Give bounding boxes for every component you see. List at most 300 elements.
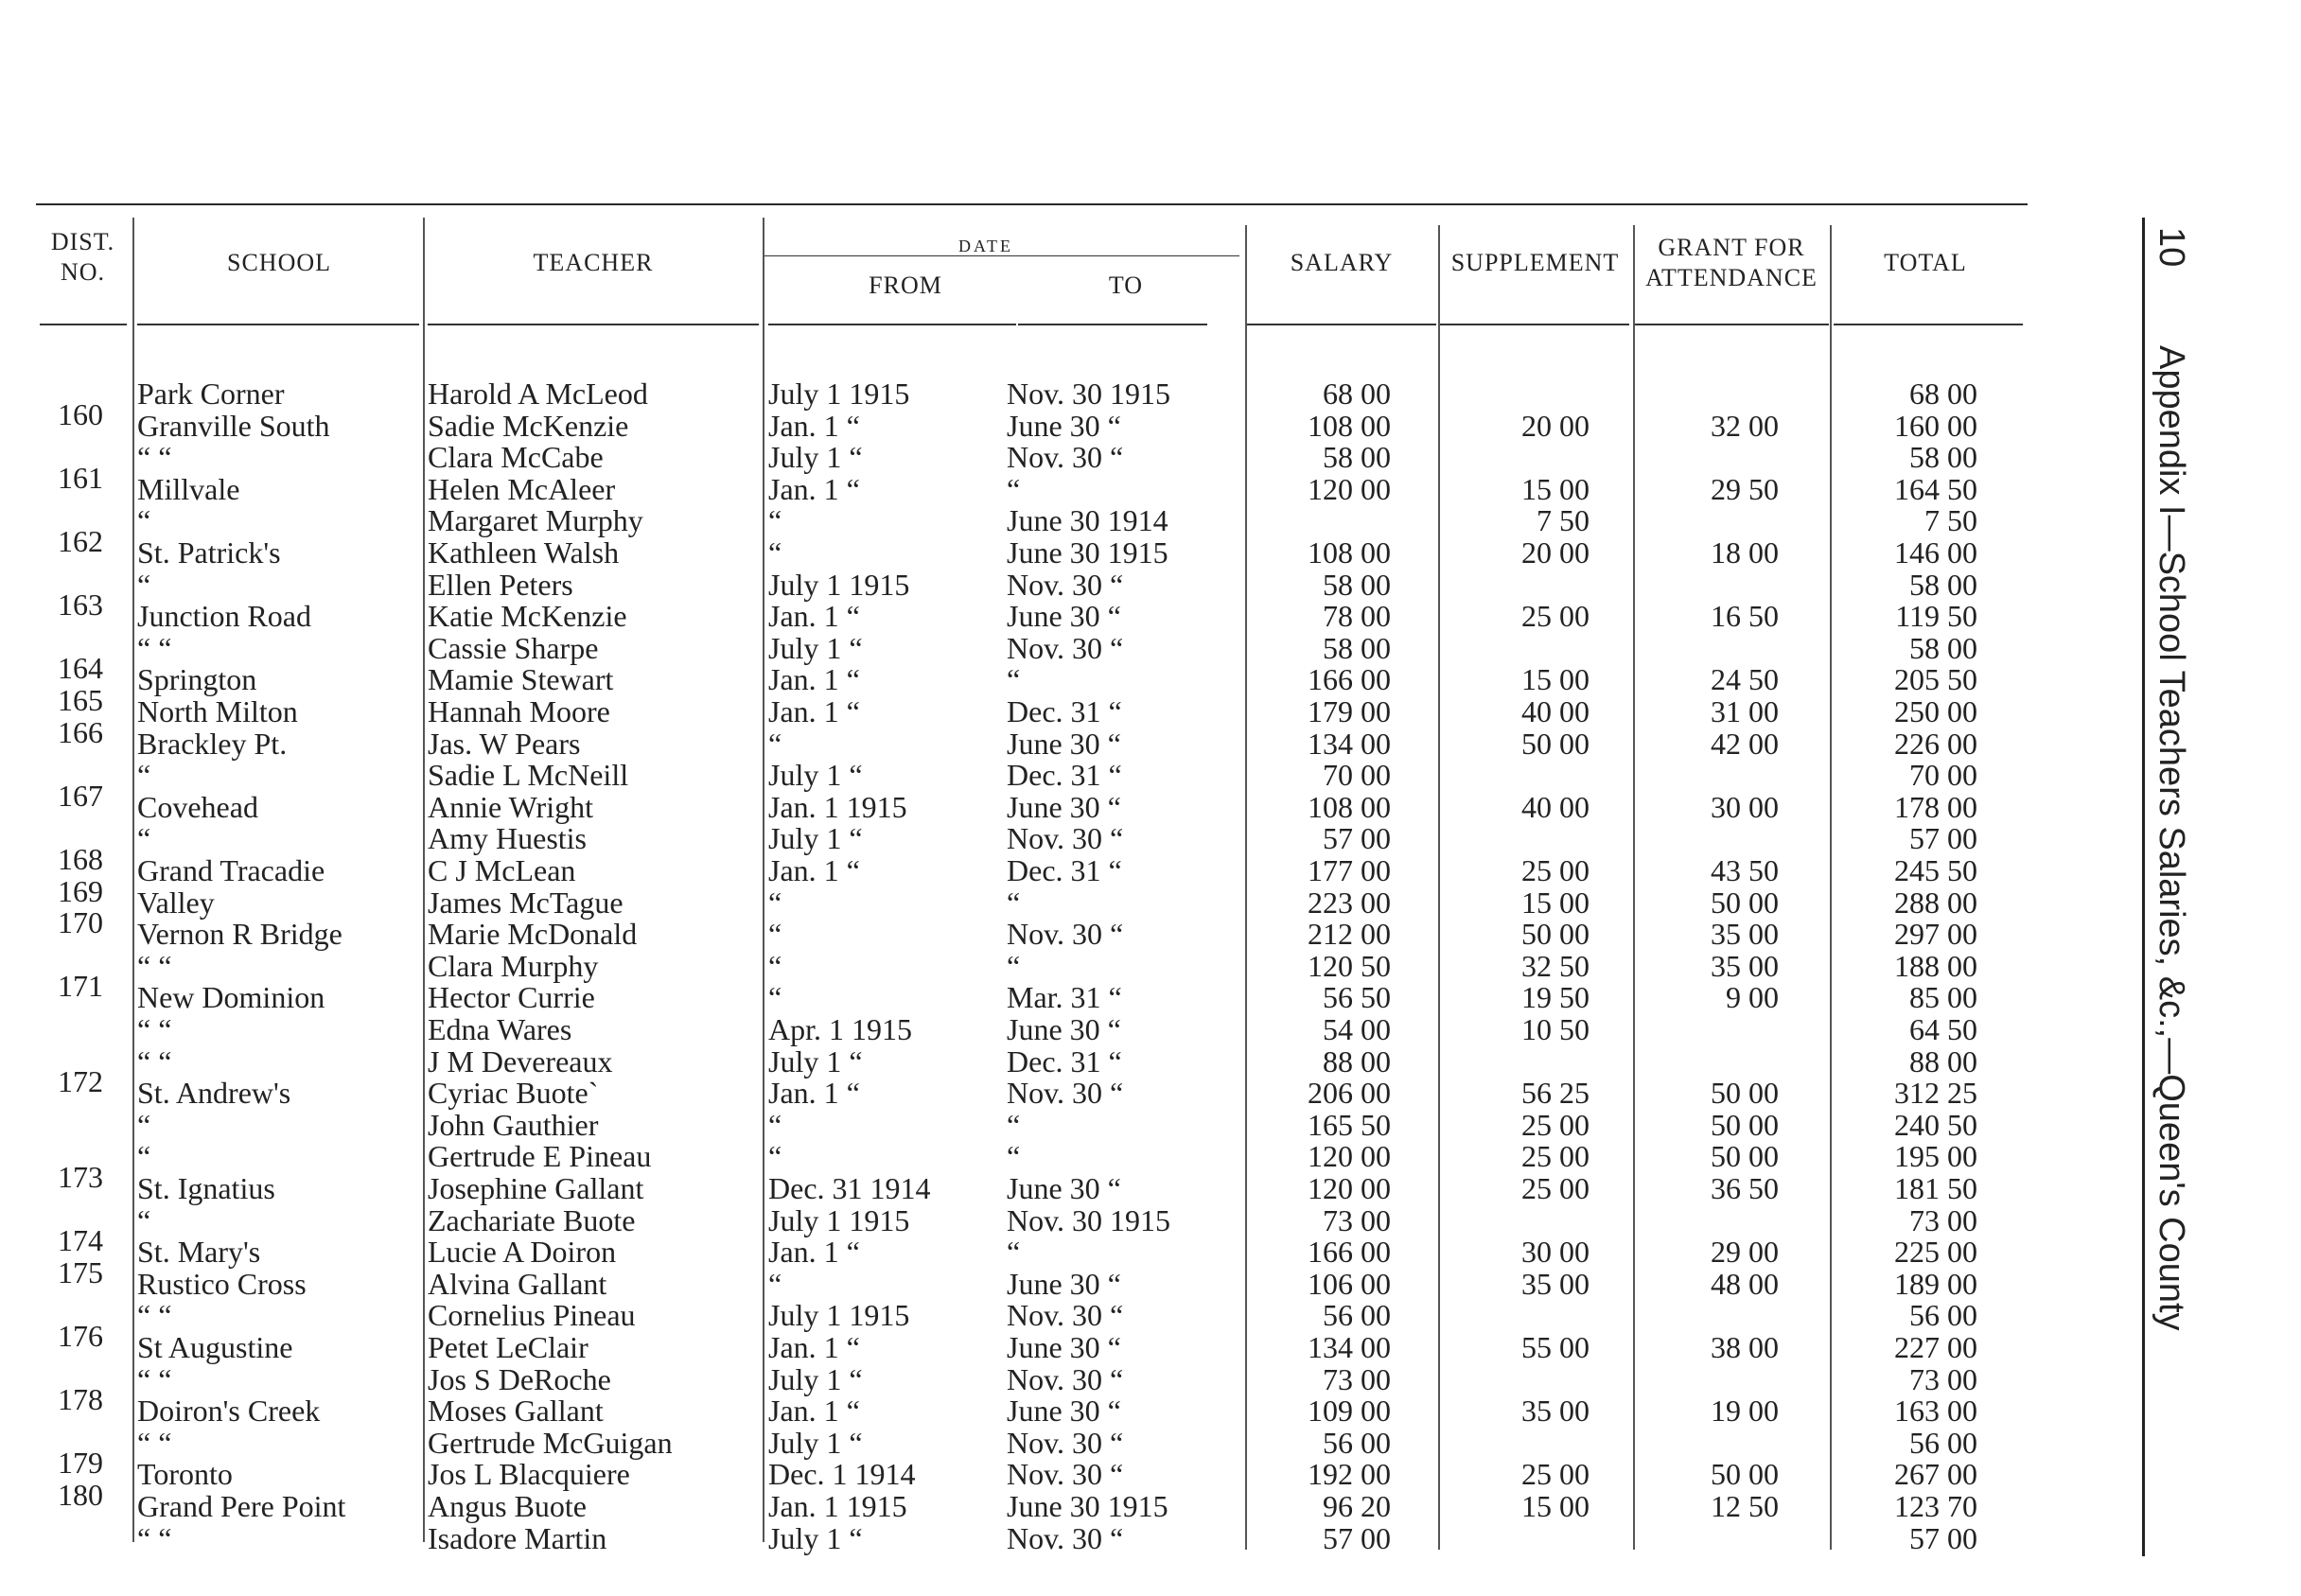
supplement-cell: 20 00 (1521, 408, 1590, 443)
total-cell: 73 00 (1909, 1361, 1977, 1396)
supplement-cell: 55 00 (1521, 1330, 1590, 1364)
teacher-cell: Sadie L McNeill (428, 758, 629, 793)
total-cell: 57 00 (1909, 821, 1977, 856)
table-row (0, 460, 2081, 506)
school-cell: “ “ (137, 1425, 172, 1460)
teacher-cell: Katie McKenzie (428, 599, 627, 634)
dist-no-cell: 168 (58, 842, 103, 876)
salary-cell: 192 00 (1308, 1457, 1391, 1492)
date-to-cell: “ (1007, 471, 1021, 506)
salary-cell: 166 00 (1308, 662, 1391, 697)
date-from-cell: July 1 “ (768, 630, 863, 665)
school-cell: St. Patrick's (137, 535, 281, 570)
grant-cell: 48 00 (1711, 1266, 1779, 1301)
total-cell: 181 50 (1894, 1171, 1977, 1205)
school-cell: Millvale (137, 471, 240, 506)
total-cell: 163 00 (1894, 1394, 1977, 1429)
date-from-cell: Jan. 1 “ (768, 599, 860, 634)
date-from-cell: Jan. 1 “ (768, 694, 860, 728)
grant-cell: 38 00 (1711, 1330, 1779, 1364)
teacher-cell: Zachariate Buote (428, 1202, 636, 1237)
table-row (0, 1425, 2081, 1460)
supplement-cell: 50 00 (1521, 726, 1590, 761)
teacher-cell: Clara McCabe (428, 440, 604, 475)
table-row (0, 778, 2081, 824)
school-cell: St. Ignatius (137, 1171, 275, 1205)
salary-cell: 73 00 (1323, 1361, 1391, 1396)
date-from-cell: “ (768, 948, 782, 983)
supplement-cell: 25 00 (1521, 599, 1590, 634)
dist-no-cell: 164 (58, 651, 103, 686)
school-cell: “ “ (137, 1361, 172, 1396)
date-from-cell: Jan. 1 1915 (768, 789, 907, 824)
total-cell: 58 00 (1909, 630, 1977, 665)
salary-cell: 108 00 (1308, 789, 1391, 824)
salary-cell: 57 00 (1323, 1520, 1391, 1555)
supplement-cell: 20 00 (1521, 535, 1590, 570)
salary-cell: 58 00 (1323, 567, 1391, 602)
running-title: Appendix I—School Teachers Salaries, &c.,—Queen's County (2152, 345, 2191, 1331)
table-row (0, 1446, 2081, 1492)
grant-cell: 31 00 (1711, 694, 1779, 728)
total-cell: 226 00 (1894, 726, 1977, 761)
teacher-cell: John Gauthier (428, 1107, 599, 1142)
date-from-cell: “ (768, 980, 782, 1015)
total-cell: 56 00 (1909, 1425, 1977, 1460)
header-rule-dist (40, 324, 127, 325)
date-to-cell: June 30 1915 (1007, 535, 1168, 570)
teacher-cell: James McTague (428, 885, 624, 920)
dist-no-cell: 173 (58, 1160, 103, 1194)
supplement-cell: 25 00 (1521, 1171, 1590, 1205)
header-rule-salary (1247, 324, 1436, 325)
date-from-cell: Jan. 1 1915 (768, 1489, 907, 1523)
date-from-cell: Dec. 1 1914 (768, 1457, 916, 1492)
dist-no-cell: 167 (58, 778, 103, 813)
dist-no-cell: 175 (58, 1254, 103, 1289)
table-row (0, 505, 2081, 537)
salary-cell: 166 00 (1308, 1235, 1391, 1270)
supplement-cell: 25 00 (1521, 1107, 1590, 1142)
salary-cell: 134 00 (1308, 1330, 1391, 1364)
grant-cell: 50 00 (1711, 885, 1779, 920)
school-cell: Brackley Pt. (137, 726, 288, 761)
teacher-cell: Margaret Murphy (428, 503, 643, 538)
total-cell: 297 00 (1894, 917, 1977, 952)
school-cell: “ “ (137, 948, 172, 983)
total-cell: 227 00 (1894, 1330, 1977, 1364)
supplement-cell: 15 00 (1521, 885, 1590, 920)
date-from-cell: “ (768, 535, 782, 570)
date-to-cell: Nov. 30 “ (1007, 1298, 1124, 1333)
date-from-cell: July 1 1915 (768, 1298, 910, 1333)
salary-cell: 108 00 (1308, 535, 1391, 570)
date-from-cell: Jan. 1 “ (768, 853, 860, 887)
header-total: TOTAL (1884, 249, 1967, 276)
header-rule-to (1018, 324, 1207, 325)
teacher-cell: Mamie Stewart (428, 662, 614, 697)
teacher-cell: Lucie A Doiron (428, 1235, 617, 1270)
teacher-cell: Petet LeClair (428, 1330, 588, 1364)
table-row (0, 1254, 2081, 1301)
salary-cell: 109 00 (1308, 1394, 1391, 1429)
date-from-cell: July 1 “ (768, 758, 863, 793)
date-to-cell: June 30 “ (1007, 726, 1121, 761)
school-cell: “ “ (137, 630, 172, 665)
grant-cell: 35 00 (1711, 917, 1779, 952)
date-from-cell: Apr. 1 1915 (768, 1012, 912, 1046)
school-cell: “ (137, 821, 151, 856)
total-cell: 189 00 (1894, 1266, 1977, 1301)
margin-rule (2142, 218, 2145, 1556)
date-from-cell: “ (768, 503, 782, 538)
table-row (0, 1382, 2081, 1429)
teacher-cell: C J McLean (428, 853, 576, 887)
table-row (0, 873, 2081, 920)
date-to-cell: “ (1007, 885, 1021, 920)
dist-no-cell: 179 (58, 1446, 103, 1481)
dist-no-cell: 174 (58, 1223, 103, 1258)
teacher-cell: Clara Murphy (428, 948, 599, 983)
grant-cell: 16 50 (1711, 599, 1779, 634)
total-cell: 240 50 (1894, 1107, 1977, 1142)
page-number: 10 (2152, 227, 2191, 268)
school-cell: Grand Pere Point (137, 1489, 346, 1523)
total-cell: 7 50 (1924, 503, 1977, 538)
date-to-cell: Nov. 30 “ (1007, 1520, 1124, 1555)
teacher-cell: J M Devereaux (428, 1044, 613, 1079)
date-from-cell: Jan. 1 “ (768, 1330, 860, 1364)
teacher-cell: Harold A McLeod (428, 377, 648, 411)
school-cell: Rustico Cross (137, 1266, 307, 1301)
salary-cell: 223 00 (1308, 885, 1391, 920)
table-row (0, 1520, 2081, 1555)
teacher-cell: Annie Wright (428, 789, 593, 824)
supplement-cell: 7 50 (1537, 503, 1590, 538)
school-cell: “ (137, 1107, 151, 1142)
school-cell: “ (137, 1139, 151, 1174)
total-cell: 64 50 (1909, 1012, 1977, 1046)
table-row (0, 1107, 2081, 1142)
teacher-cell: Moses Gallant (428, 1394, 604, 1429)
table-row (0, 1046, 2081, 1079)
date-to-cell: “ (1007, 1107, 1021, 1142)
table-row (0, 1014, 2081, 1046)
date-to-cell: June 30 “ (1007, 599, 1121, 634)
header-date: DATE (958, 237, 1013, 255)
header-from: FROM (869, 272, 942, 299)
total-cell: 119 50 (1895, 599, 1977, 634)
header-rule-grant (1635, 324, 1829, 325)
teacher-cell: Alvina Gallant (428, 1266, 607, 1301)
date-to-cell: Dec. 31 “ (1007, 758, 1122, 793)
date-to-cell: Dec. 31 “ (1007, 853, 1122, 887)
dist-no-cell: 180 (58, 1478, 103, 1512)
teacher-cell: Jas. W Pears (428, 726, 581, 761)
grant-cell: 9 00 (1726, 980, 1779, 1015)
table-row (0, 948, 2081, 983)
date-from-cell: Jan. 1 “ (768, 408, 860, 443)
total-cell: 267 00 (1894, 1457, 1977, 1492)
salary-cell: 56 00 (1323, 1298, 1391, 1333)
teacher-cell: Helen McAleer (428, 471, 616, 506)
school-cell: “ “ (137, 1044, 172, 1079)
grant-cell: 50 00 (1711, 1139, 1779, 1174)
grant-cell: 19 00 (1711, 1394, 1779, 1429)
school-cell: “ “ (137, 1012, 172, 1046)
table-row (0, 651, 2081, 697)
school-cell: Covehead (137, 789, 258, 824)
date-to-cell: Nov. 30 “ (1007, 567, 1124, 602)
salary-cell: 206 00 (1308, 1076, 1391, 1111)
header-rule-school (137, 324, 419, 325)
grant-cell: 43 50 (1711, 853, 1779, 887)
date-from-cell: “ (768, 917, 782, 952)
table-row (0, 905, 2081, 952)
header-rule-total (1834, 324, 2023, 325)
teacher-cell: Sadie McKenzie (428, 408, 629, 443)
table-row (0, 1478, 2081, 1523)
salary-cell: 120 00 (1308, 1171, 1391, 1205)
total-cell: 56 00 (1909, 1298, 1977, 1333)
grant-cell: 42 00 (1711, 726, 1779, 761)
table-row (0, 969, 2081, 1015)
dist-no-cell: 161 (58, 460, 103, 495)
salary-cell: 78 00 (1323, 599, 1391, 634)
table-row (0, 396, 2081, 443)
date-to-cell: Mar. 31 “ (1007, 980, 1122, 1015)
table-row (0, 588, 2081, 634)
salary-cell: 120 00 (1308, 471, 1391, 506)
date-from-cell: Jan. 1 “ (768, 662, 860, 697)
total-cell: 288 00 (1894, 885, 1977, 920)
teacher-cell: Hannah Moore (428, 694, 610, 728)
date-to-cell: Nov. 30 1915 (1007, 377, 1171, 411)
salary-cell: 120 50 (1308, 948, 1391, 983)
dist-no-cell: 163 (58, 588, 103, 623)
salary-cell: 177 00 (1308, 853, 1391, 887)
salary-cell: 54 00 (1323, 1012, 1391, 1046)
dist-no-cell: 172 (58, 1064, 103, 1099)
date-from-cell: “ (768, 1139, 782, 1174)
salary-cell: 56 50 (1323, 980, 1391, 1015)
teacher-cell: Ellen Peters (428, 567, 573, 602)
salary-cell: 106 00 (1308, 1266, 1391, 1301)
table-row (0, 1160, 2081, 1205)
teacher-cell: Isadore Martin (428, 1520, 607, 1555)
teacher-cell: Hector Currie (428, 980, 595, 1015)
salary-cell: 58 00 (1323, 630, 1391, 665)
teacher-cell: Cornelius Pineau (428, 1298, 636, 1333)
school-cell: Vernon R Bridge (137, 917, 343, 952)
date-from-cell: July 1 1915 (768, 1202, 910, 1237)
date-from-cell: Dec. 31 1914 (768, 1171, 931, 1205)
grant-cell: 35 00 (1711, 948, 1779, 983)
school-cell: “ (137, 503, 151, 538)
dist-no-cell: 169 (58, 873, 103, 908)
salary-cell: 212 00 (1308, 917, 1391, 952)
school-cell: St. Andrew's (137, 1076, 291, 1111)
table-row (0, 524, 2081, 570)
grant-cell: 50 00 (1711, 1107, 1779, 1142)
grant-cell: 29 00 (1711, 1235, 1779, 1270)
grant-cell: 12 50 (1711, 1489, 1779, 1523)
salary-cell: 88 00 (1323, 1044, 1391, 1079)
table-row (0, 1319, 2081, 1364)
total-cell: 205 50 (1894, 662, 1977, 697)
date-from-cell: July 1 “ (768, 1361, 863, 1396)
date-from-cell: July 1 “ (768, 440, 863, 475)
header-school: SCHOOL (226, 249, 331, 276)
table-body (0, 378, 2081, 1561)
grant-cell: 18 00 (1711, 535, 1779, 570)
supplement-cell: 19 50 (1521, 980, 1590, 1015)
total-cell: 250 00 (1894, 694, 1977, 728)
table-row (0, 1141, 2081, 1173)
date-from-cell: July 1 1915 (768, 567, 910, 602)
supplement-cell: 56 25 (1521, 1076, 1590, 1111)
header-salary: SALARY (1290, 249, 1394, 276)
date-to-cell: Nov. 30 “ (1007, 1425, 1124, 1460)
grant-cell: 29 50 (1711, 471, 1779, 506)
date-from-cell: “ (768, 885, 782, 920)
total-cell: 85 00 (1909, 980, 1977, 1015)
salary-cell: 165 50 (1308, 1107, 1391, 1142)
total-cell: 73 00 (1909, 1202, 1977, 1237)
header-teacher: TEACHER (533, 249, 654, 276)
salary-cell: 57 00 (1323, 821, 1391, 856)
date-to-cell: Dec. 31 “ (1007, 694, 1122, 728)
supplement-cell: 32 50 (1521, 948, 1590, 983)
table-row (0, 1300, 2081, 1332)
table-row (0, 630, 2081, 665)
total-cell: 225 00 (1894, 1235, 1977, 1270)
date-from-cell: Jan. 1 “ (768, 471, 860, 506)
date-to-cell: Nov. 30 “ (1007, 821, 1124, 856)
teacher-cell: Josephine Gallant (428, 1171, 644, 1205)
date-from-cell: July 1 “ (768, 821, 863, 856)
table-row (0, 378, 2081, 411)
supplement-cell: 40 00 (1521, 694, 1590, 728)
date-to-cell: June 30 “ (1007, 1266, 1121, 1301)
date-to-cell: “ (1007, 1139, 1021, 1174)
date-from-cell: “ (768, 1266, 782, 1301)
header-rule-from (768, 324, 1016, 325)
school-cell: Springton (137, 662, 257, 697)
total-cell: 58 00 (1909, 567, 1977, 602)
table-row (0, 442, 2081, 474)
supplement-cell: 35 00 (1521, 1266, 1590, 1301)
date-to-cell: June 30 1914 (1007, 503, 1168, 538)
school-cell: Granville South (137, 408, 330, 443)
total-cell: 57 00 (1909, 1520, 1977, 1555)
school-cell: Junction Road (137, 599, 311, 634)
supplement-cell: 25 00 (1521, 1139, 1590, 1174)
supplement-cell: 40 00 (1521, 789, 1590, 824)
date-from-cell: “ (768, 1107, 782, 1142)
teacher-cell: Jos L Blacquiere (428, 1457, 630, 1492)
date-to-cell: Nov. 30 1915 (1007, 1202, 1171, 1237)
dist-no-cell: 165 (58, 683, 103, 717)
teacher-cell: Jos S DeRoche (428, 1361, 611, 1396)
supplement-cell: 15 00 (1521, 471, 1590, 506)
table-row (0, 823, 2081, 855)
salary-cell: 58 00 (1323, 440, 1391, 475)
date-from-cell: Jan. 1 “ (768, 1076, 860, 1111)
date-to-cell: “ (1007, 1235, 1021, 1270)
header-supplement: SUPPLEMENT (1450, 249, 1620, 276)
school-cell: “ (137, 1202, 151, 1237)
table-row (0, 1361, 2081, 1396)
total-cell: 195 00 (1894, 1139, 1977, 1174)
header-rule-supplement (1440, 324, 1629, 325)
supplement-cell: 25 00 (1521, 853, 1590, 887)
teacher-cell: Gertrude McGuigan (428, 1425, 673, 1460)
grant-cell: 24 50 (1711, 662, 1779, 697)
table-row (0, 683, 2081, 728)
school-cell: Valley (137, 885, 215, 920)
date-to-cell: June 30 “ (1007, 408, 1121, 443)
supplement-cell: 25 00 (1521, 1457, 1590, 1492)
date-to-cell: June 30 “ (1007, 1012, 1121, 1046)
school-cell: “ “ (137, 440, 172, 475)
date-to-cell: Nov. 30 “ (1007, 917, 1124, 952)
dist-no-cell: 160 (58, 396, 103, 431)
supplement-cell: 35 00 (1521, 1394, 1590, 1429)
dist-no-cell: 170 (58, 905, 103, 940)
date-underline (764, 255, 1239, 256)
dist-no-cell: 178 (58, 1382, 103, 1417)
date-to-cell: June 30 “ (1007, 789, 1121, 824)
supplement-cell: 15 00 (1521, 1489, 1590, 1523)
header-grant-for-attendance: GRANT FOR ATTENDANCE (1645, 234, 1818, 291)
salary-cell: 134 00 (1308, 726, 1391, 761)
salary-cell: 70 00 (1323, 758, 1391, 793)
date-to-cell: Nov. 30 “ (1007, 1457, 1124, 1492)
salary-cell: 120 00 (1308, 1139, 1391, 1174)
school-cell: “ (137, 567, 151, 602)
salary-cell: 56 00 (1323, 1425, 1391, 1460)
date-from-cell: July 1 “ (768, 1044, 863, 1079)
supplement-cell: 10 50 (1521, 1012, 1590, 1046)
table-row (0, 1202, 2081, 1237)
total-cell: 164 50 (1894, 471, 1977, 506)
teacher-cell: Kathleen Walsh (428, 535, 620, 570)
table-row (0, 842, 2081, 887)
total-cell: 123 70 (1894, 1489, 1977, 1523)
date-to-cell: Nov. 30 “ (1007, 1361, 1124, 1396)
date-to-cell: June 30 “ (1007, 1394, 1121, 1429)
grant-cell: 32 00 (1711, 408, 1779, 443)
total-cell: 188 00 (1894, 948, 1977, 983)
date-to-cell: Nov. 30 “ (1007, 1076, 1124, 1111)
top-rule (36, 203, 2028, 205)
date-from-cell: July 1 “ (768, 1520, 863, 1555)
date-to-cell: Nov. 30 “ (1007, 630, 1124, 665)
teacher-cell: Marie McDonald (428, 917, 638, 952)
dist-no-cell: 171 (58, 969, 103, 1004)
table-row (0, 1064, 2081, 1111)
school-cell: “ “ (137, 1298, 172, 1333)
salary-cell: 68 00 (1323, 377, 1391, 411)
teacher-cell: Angus Buote (428, 1489, 587, 1523)
teacher-cell: Edna Wares (428, 1012, 572, 1046)
table-row (0, 760, 2081, 792)
teacher-cell: Cyriac Buote` (428, 1076, 599, 1111)
school-cell: Park Corner (137, 377, 285, 411)
header-to: TO (1108, 272, 1144, 299)
dist-no-cell: 166 (58, 714, 103, 749)
